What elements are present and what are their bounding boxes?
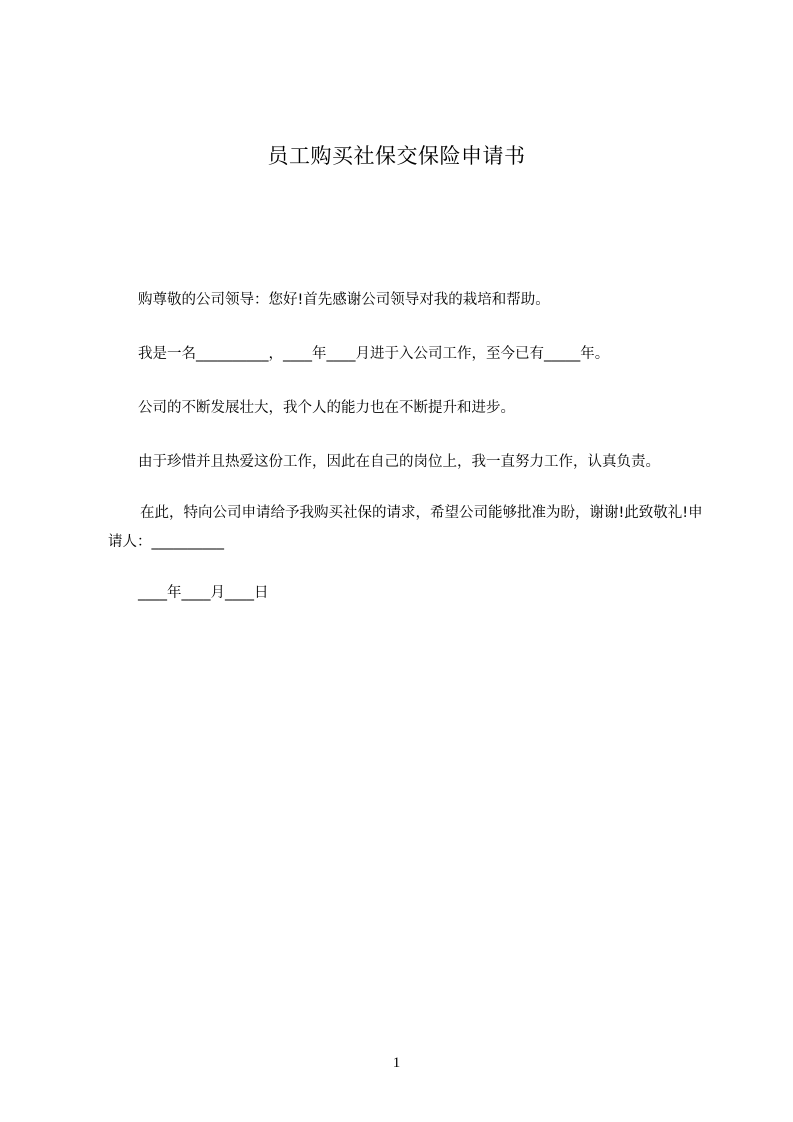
paragraph-employment-info: 我是一名__________，____年____月进于入公司工作，至今已有_____年。 [138,346,610,362]
paragraph-greeting: 购尊敬的公司领导：您好!首先感谢公司领导对我的栽培和帮助。 [138,292,550,308]
page-number: 1 [392,1055,401,1071]
paragraph-request: 在此，特向公司申请给予我购买社保的请求，希望公司能够批准为盼，谢谢!此致敬礼!申请人：__________ [108,505,703,550]
date-line: ____年____月____日 [138,585,269,601]
paragraph-company-growth: 公司的不断发展壮大，我个人的能力也在不断提升和进步。 [138,400,515,416]
paragraph-dedication: 由于珍惜并且热爱这份工作，因此在自己的岗位上，我一直努力工作，认真负责。 [138,454,660,470]
document-title: 员工购买社保交保险申请书 [267,144,526,168]
